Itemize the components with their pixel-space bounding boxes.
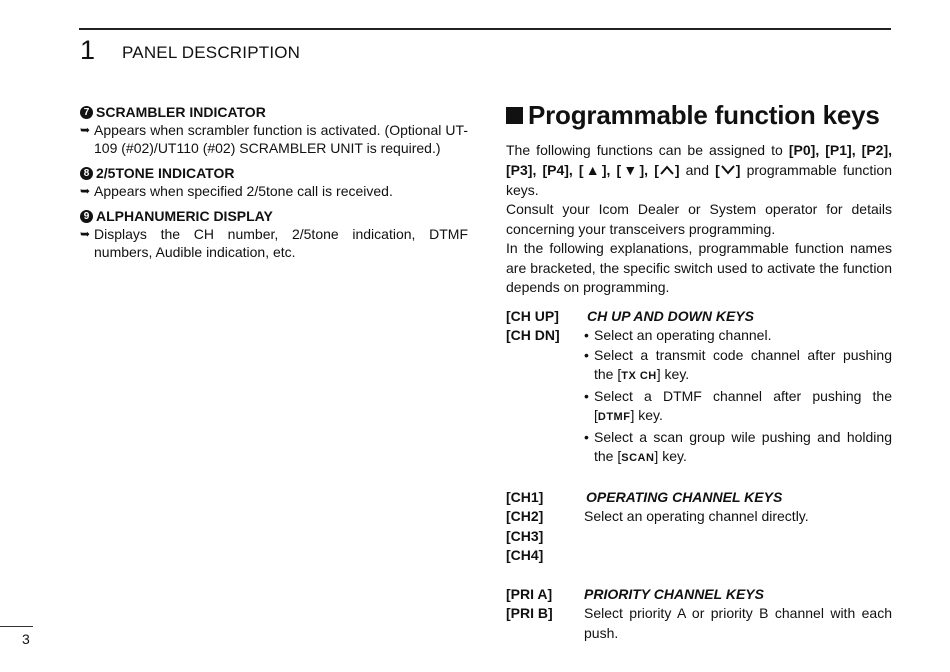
section-text: Appears when scrambler function is activated. (Optional UT-109 (#02)/UT110 (#02) SCRAMBLER UNIT is required.) bbox=[94, 122, 468, 156]
keys-table bbox=[506, 307, 892, 644]
intro-paragraph: The following functions can be assigned to [P0], [P1], [P2], [P3], [P4], [▲], [▼], [ ] and [ ] programmable function keys. bbox=[506, 142, 892, 198]
key-label: [CH DN] bbox=[506, 327, 560, 344]
square-bullet-icon bbox=[506, 107, 523, 124]
chapter-title: PANEL DESCRIPTION bbox=[122, 43, 301, 62]
key-heading: CH UP AND DOWN KEYS bbox=[587, 307, 754, 324]
page-number: 3 bbox=[22, 631, 30, 647]
key-description: Select an operating channel. bbox=[594, 327, 772, 344]
section-text: Displays the CH number, 2/5tone indication, DTMF numbers, Audible indication, etc. bbox=[94, 226, 468, 260]
right-arrow-icon: ➥ bbox=[80, 184, 91, 198]
key-label: [CH1] bbox=[506, 488, 544, 505]
ch4-row bbox=[506, 546, 892, 566]
pri-a-row bbox=[506, 585, 892, 605]
key-description: Select priority A or priority B channel with each push. bbox=[584, 605, 892, 641]
section-title: Programmable function keys bbox=[528, 100, 880, 130]
scrambler-indicator-section bbox=[80, 103, 468, 157]
ch-up-row bbox=[506, 307, 892, 327]
left-column bbox=[80, 103, 468, 268]
number-badge: 9 bbox=[80, 210, 93, 223]
key-description: Select a transmit code channel after pushing the [TX CH] key. bbox=[594, 346, 892, 383]
consult-paragraph: Consult your Icom Dealer or System operator for details concerning your transceivers programming. bbox=[506, 201, 892, 237]
section-heading: ALPHANUMERIC DISPLAY bbox=[96, 208, 273, 224]
caret-up-icon bbox=[659, 161, 675, 181]
header-rule bbox=[79, 28, 891, 30]
key-description: Select a DTMF channel after pushing the [DTMF] key. bbox=[594, 387, 892, 424]
number-badge: 8 bbox=[80, 167, 93, 180]
number-badge: 7 bbox=[80, 106, 93, 119]
alphanumeric-display-section bbox=[80, 207, 468, 261]
key-description: Select an operating channel directly. bbox=[584, 508, 809, 525]
section-text: Appears when specified 2/5tone call is received. bbox=[94, 183, 393, 199]
explanation-paragraph: In the following explanations, programmable function names are bracketed, the specific switch used to activate the function depends on programming. bbox=[506, 240, 892, 296]
key-heading: OPERATING CHANNEL KEYS bbox=[586, 488, 783, 505]
section-heading: SCRAMBLER INDICATOR bbox=[96, 104, 266, 120]
section-heading: 2/5TONE INDICATOR bbox=[96, 165, 235, 181]
tone-indicator-section bbox=[80, 164, 468, 200]
right-column bbox=[506, 98, 892, 643]
ch1-row bbox=[506, 488, 892, 508]
pri-b-row bbox=[506, 604, 892, 643]
key-label: [CH2] bbox=[506, 508, 544, 525]
ch2-row bbox=[506, 507, 892, 527]
key-description: Select a scan group wile pushing and holding the [SCAN] key. bbox=[594, 428, 892, 465]
key-label: [CH3] bbox=[506, 527, 544, 544]
page-number-rule bbox=[0, 626, 33, 627]
ch3-row bbox=[506, 527, 892, 547]
ch-dn-row: [CH DN] • Select an operating channel. • Select a transmit code channel after pushing the [TX CH] key. • Select a DTMF channel after pushing the [DTMF] key. • Select a scan group wile pushing and holding the [SCAN] key. bbox=[506, 326, 892, 469]
right-arrow-icon: ➥ bbox=[80, 227, 91, 241]
key-label: [CH4] bbox=[506, 547, 544, 564]
right-arrow-icon: ➥ bbox=[80, 123, 91, 137]
key-heading: PRIORITY CHANNEL KEYS bbox=[584, 585, 764, 602]
key-label: [PRI A] bbox=[506, 585, 553, 602]
chapter-number: 1 bbox=[80, 35, 96, 65]
caret-down-icon bbox=[720, 161, 736, 181]
key-label: [PRI B] bbox=[506, 605, 553, 622]
key-label: [CH UP] bbox=[506, 307, 559, 324]
